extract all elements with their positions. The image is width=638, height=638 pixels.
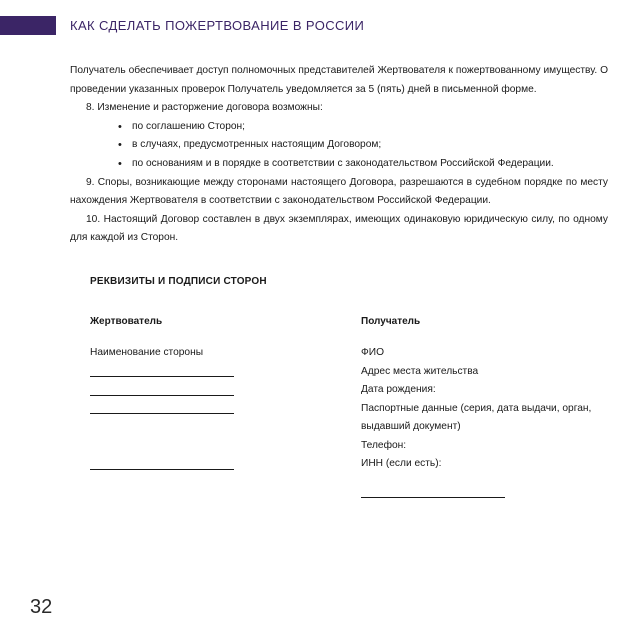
bullet-item: • по соглашению Сторон; (118, 118, 608, 137)
header-accent-bar (0, 16, 56, 35)
recipient-heading: Получатель (361, 316, 421, 327)
signature-line (361, 497, 505, 498)
recipient-field: Адрес места жительства (361, 365, 479, 377)
recipient-column (361, 344, 601, 474)
bullet-item: • по основаниям и в порядке в соответствии с законодательством Российской Федерации. (118, 155, 608, 174)
donor-column (90, 344, 234, 474)
paragraph-item-8: 8. Изменение и расторжение договора возможны: (86, 102, 323, 114)
item-8-bullet-list (70, 118, 608, 174)
contract-body (70, 62, 608, 248)
paragraph-item-9: 9. Споры, возникающие между сторонами настоящего Договора, разрешаются в судебном порядке по месту нахождения Жертвователя в соответствии с законодательством Российской Федерации. (70, 176, 608, 207)
donor-name-label: Наименование стороны (90, 347, 204, 358)
recipient-field: Телефон: (361, 439, 407, 451)
blank-line (90, 400, 234, 419)
donor-heading: Жертвователь (90, 316, 163, 327)
blank-line (90, 363, 234, 382)
paragraph-item-10: 10. Настоящий Договор составлен в двух экземплярах, имеющих одинаковую юридическую силу, по одному для каждой из Сторон. (70, 213, 608, 244)
page-header-title: КАК СДЕЛАТЬ ПОЖЕРТВОВАНИЕ В РОССИИ (70, 18, 365, 33)
page-number: 32 (30, 596, 53, 618)
paragraph-intro: Получатель обеспечивает доступ полномочных представителей Жертвователя к пожертвованному имуществу. О проведении указанных проверок Получатель уведомляется за 5 (пять) дней в письменной форме. (70, 65, 608, 95)
recipient-field: Дата рождения: (361, 384, 436, 395)
blank-line (90, 455, 234, 474)
blank-line (90, 381, 234, 400)
requisites-title: РЕКВИЗИТЫ И ПОДПИСИ СТОРОН (90, 276, 267, 287)
bullet-item: • в случаях, предусмотренных настоящим Договором; (118, 136, 608, 155)
recipient-field: ФИО (361, 347, 384, 358)
recipient-field: Паспортные данные (серия, дата выдачи, орган, выдавший документ) (361, 402, 592, 432)
recipient-field: ИНН (если есть): (361, 458, 442, 469)
